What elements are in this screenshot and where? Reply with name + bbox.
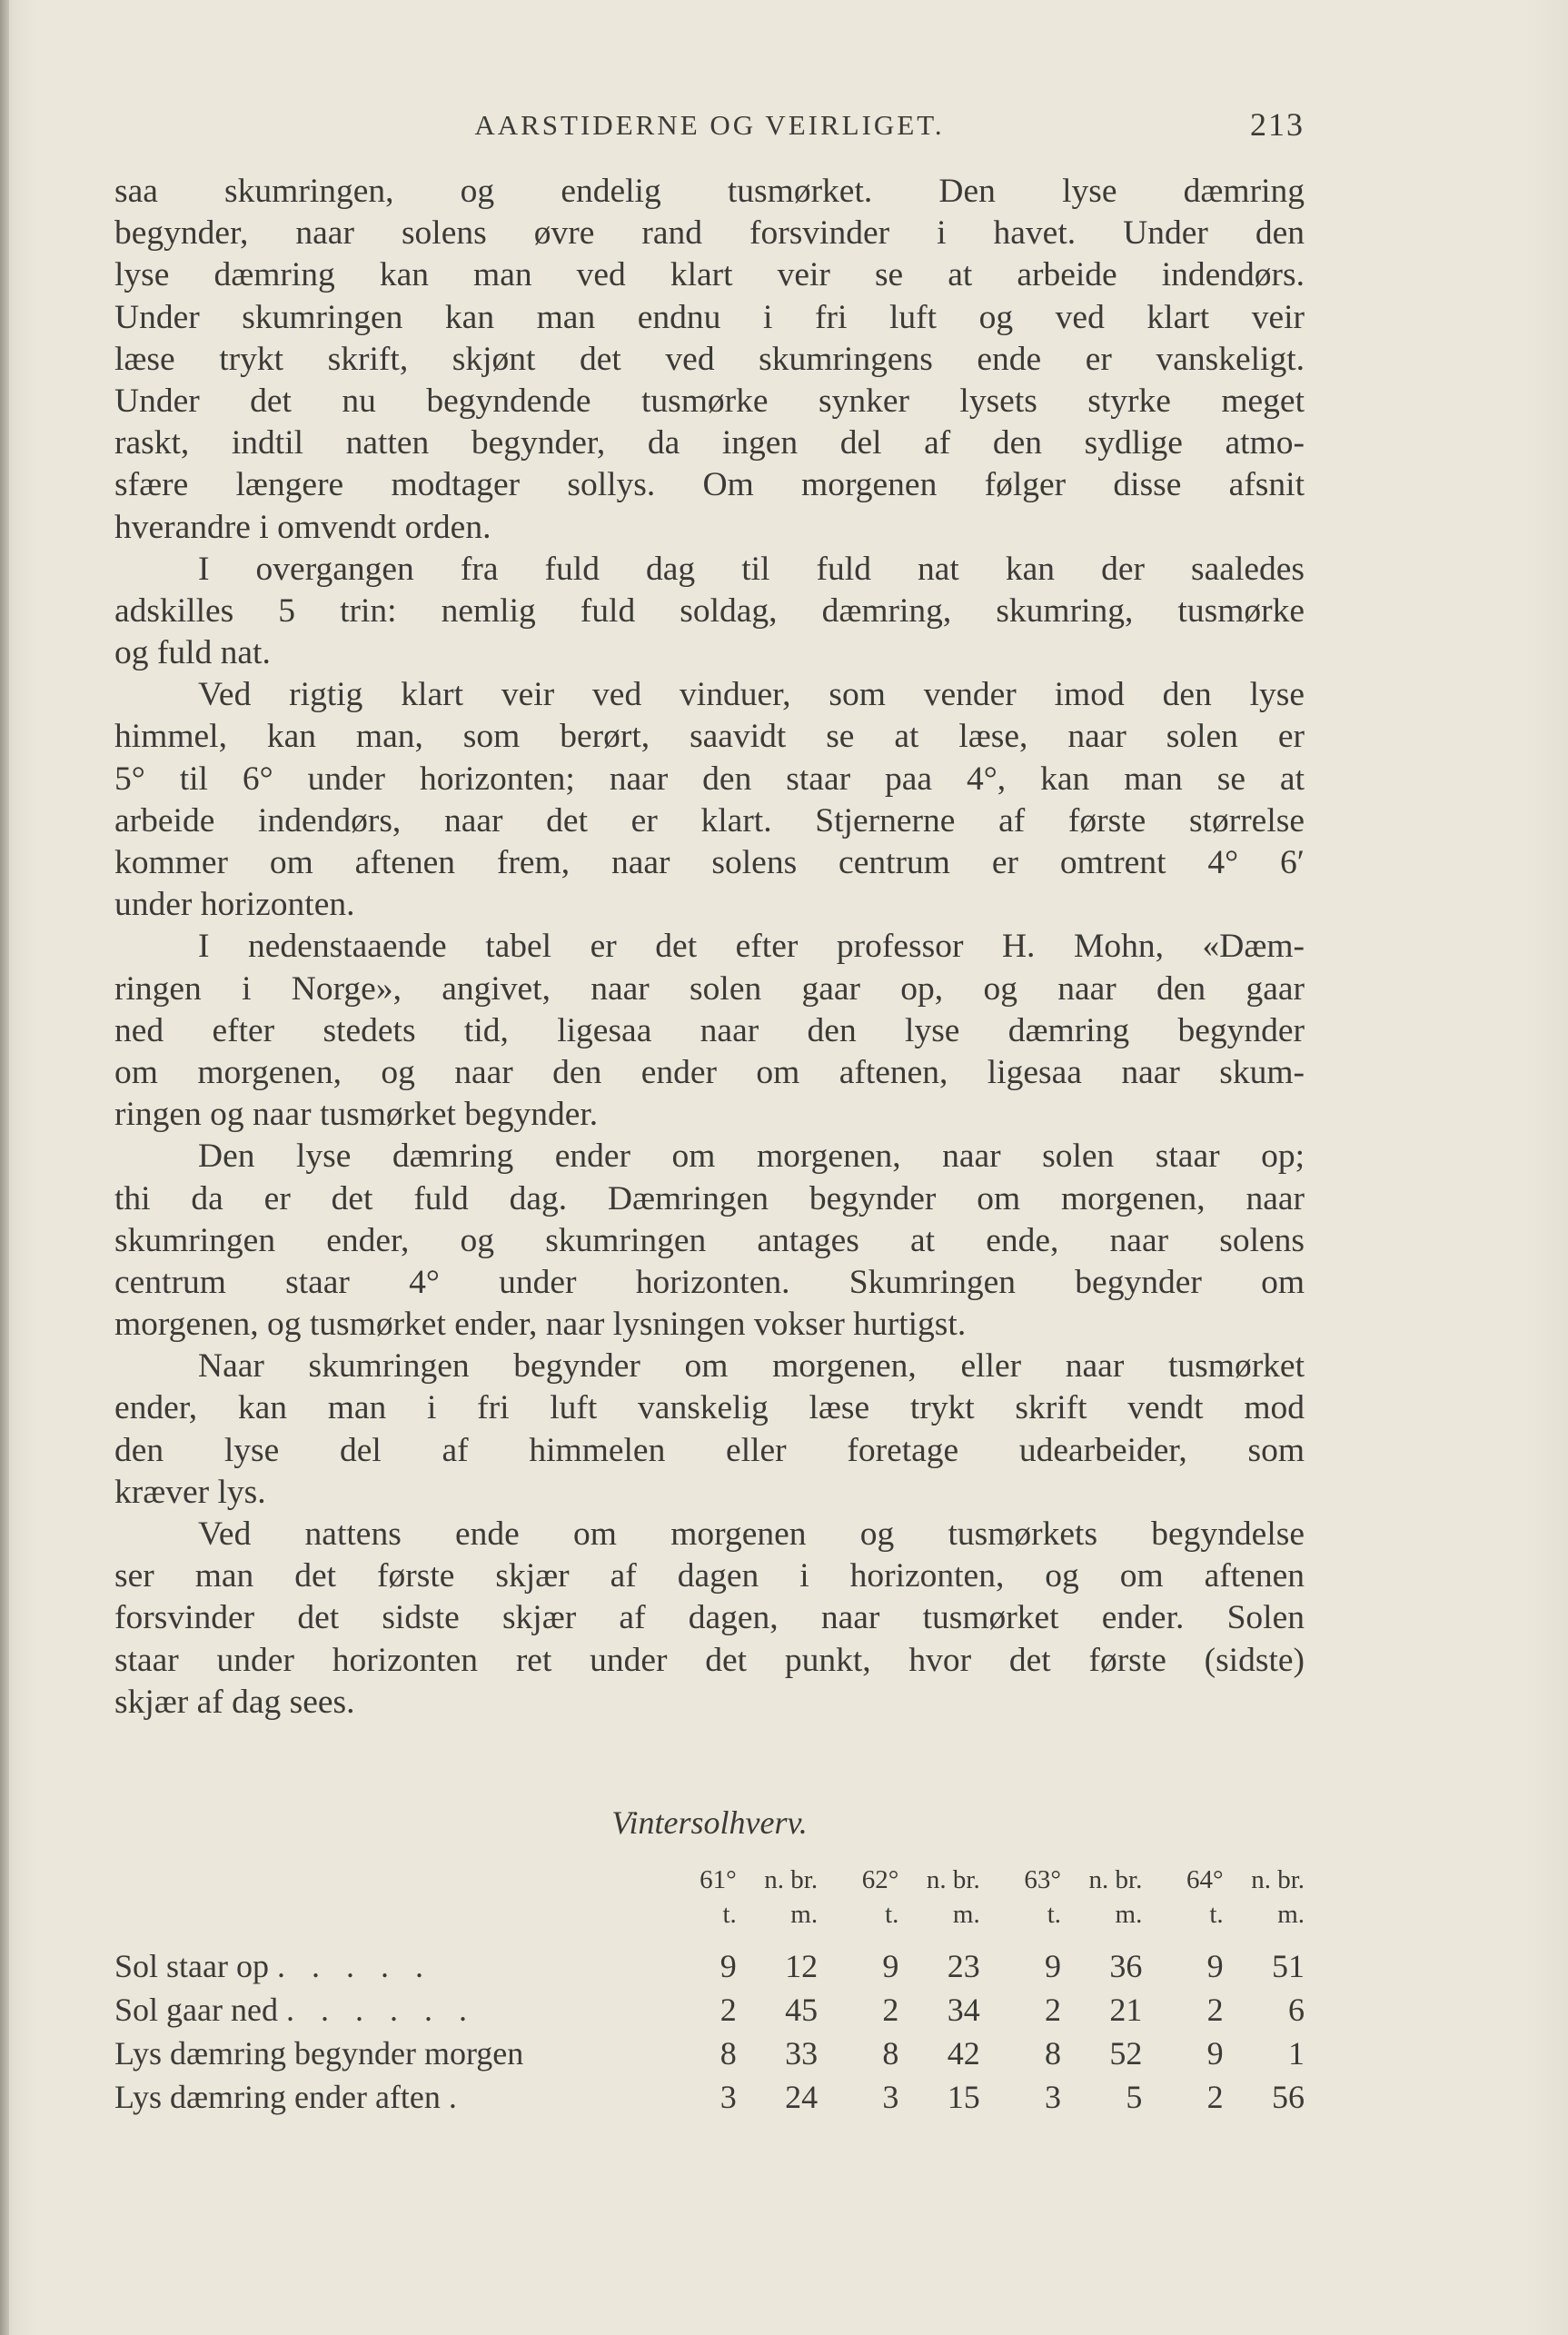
table-cell: 2 [882, 1992, 899, 2028]
row-label: Lys dæmring begynder morgen [114, 2035, 524, 2072]
table-cell: 2 [1206, 1992, 1224, 2028]
text-line: morgenen, og tusmørket ender, naar lysningen vokser hurtigst. [114, 1306, 967, 1344]
book-spine-shadow [0, 0, 9, 2335]
table-cell: 56 [1272, 2079, 1305, 2115]
text-line: ender, kan man i fri luft vanskelig læse trykt skrift vendt mod [114, 1389, 1305, 1427]
table-title: Vintersolhverv. [611, 1804, 808, 1841]
text-line: under horizonten. [114, 886, 355, 924]
header-cell: n. br. [1088, 1864, 1143, 1894]
text-line: hverandre i omvendt orden. [114, 508, 491, 546]
header-cell: 61° [700, 1864, 737, 1894]
table-cell: 21 [1109, 1992, 1143, 2028]
table-cell: 24 [785, 2079, 819, 2115]
table-header-row-units [114, 1897, 1305, 1932]
row-label-cell [114, 1988, 655, 2032]
text-line: thi da er det fuld dag. Dæmringen begynder om morgenen, naar [114, 1179, 1305, 1217]
table-row [114, 2032, 1305, 2075]
table-cell: 9 [1206, 2035, 1224, 2072]
table-cell: 51 [1272, 1948, 1305, 1984]
table-cell: 8 [719, 2035, 737, 2072]
row-label: Lys dæmring ender aften [114, 2079, 441, 2115]
page-number: 213 [1250, 106, 1305, 143]
table-corner-cell [114, 1897, 655, 1932]
page-header [114, 102, 1305, 147]
text-line: ned efter stedets tid, ligesaa naar den lyse dæmring begynder [114, 1011, 1305, 1049]
unit-cell: t. [885, 1899, 899, 1929]
text-line: arbeide indendørs, naar det er klart. Stjernerne af første størrelse [114, 801, 1305, 840]
text-line: skumringen ender, og skumringen antages at ende, naar solens [114, 1221, 1305, 1259]
text-line: adskilles 5 trin: nemlig fuld soldag, dæmring, skumring, tusmørke [114, 591, 1305, 630]
text-line: og fuld nat. [114, 634, 271, 672]
table-cell: 33 [785, 2035, 819, 2072]
paragraph [114, 926, 1305, 1136]
table-cell: 3 [882, 2079, 899, 2115]
leader-dots: . . . . . [276, 1948, 432, 1984]
text-line: 5° til 6° under horizonten; naar den staar paa 4°, kan man se at [114, 760, 1305, 798]
table-cell: 9 [1045, 1948, 1062, 1984]
text-line: Ved nattens ende om morgenen og tusmørkets begyndelse [198, 1515, 1305, 1553]
unit-cell: m. [1277, 1899, 1305, 1929]
text-line: om morgenen, og naar den ender om aftenen, ligesaa naar skum- [114, 1053, 1305, 1091]
unit-cell: m. [790, 1899, 819, 1929]
table-cell: 15 [947, 2079, 980, 2115]
text-line: ringen i Norge», angivet, naar solen gaar op, og naar den gaar [114, 969, 1305, 1008]
header-cell: 64° [1186, 1864, 1224, 1894]
header-cell: 62° [861, 1864, 899, 1894]
paragraph [114, 1514, 1305, 1724]
table-corner-cell [114, 1863, 655, 1897]
text-line: raskt, indtil natten begynder, da ingen del af den sydlige atmo- [114, 424, 1305, 462]
row-label: Sol gaar ned [114, 1992, 278, 2028]
table-cell: 3 [719, 2079, 737, 2115]
text-line: den lyse del af himmelen eller foretage udearbeider, som [114, 1431, 1305, 1469]
text-line: begynder, naar solens øvre rand forsvinder i havet. Under den [114, 214, 1305, 253]
table-cell: 8 [882, 2035, 899, 2072]
table-cell: 23 [947, 1948, 980, 1984]
table-cell: 52 [1109, 2035, 1143, 2072]
table-cell: 2 [1206, 2079, 1224, 2115]
row-label-cell [114, 1944, 655, 1988]
sunrise-twilight-table [114, 1863, 1305, 2119]
table-cell: 9 [719, 1948, 737, 1984]
row-label-cell [114, 2032, 655, 2075]
table-cell: 42 [947, 2035, 980, 2072]
text-line: I nedenstaaende tabel er det efter professor H. Mohn, «Dæm- [198, 928, 1305, 966]
header-cell: n. br. [764, 1864, 819, 1894]
text-line: centrum staar 4° under horizonten. Skumringen begynder om [114, 1263, 1305, 1301]
unit-cell: t. [722, 1899, 737, 1929]
text-line: læse trykt skrift, skjønt det ved skumringens ende er vanskeligt. [114, 340, 1305, 378]
text-line: Naar skumringen begynder om morgenen, eller naar tusmørket [198, 1347, 1305, 1386]
table-cell: 2 [1045, 1992, 1062, 2028]
paragraph [114, 674, 1305, 926]
text-line: Den lyse dæmring ender om morgenen, naar solen staar op; [198, 1138, 1305, 1176]
text-line: saa skumringen, og endelig tusmørket. Den lyse dæmring [114, 173, 1305, 210]
text-line: I overgangen fra fuld dag til fuld nat kan der saaledes [198, 550, 1305, 588]
table-cell: 36 [1109, 1948, 1143, 1984]
paragraph [114, 549, 1305, 675]
text-line: staar under horizonten ret under det punkt, hvor det første (sidste) [114, 1641, 1305, 1679]
leader-dots: . . . . . . [285, 1992, 476, 2028]
running-head: AARSTIDERNE OG VEIRLIGET. [474, 109, 945, 141]
table-cell: 9 [1206, 1948, 1224, 1984]
paragraph [114, 171, 1305, 549]
table-cell: 5 [1126, 2079, 1143, 2115]
row-label: Sol staar op [114, 1948, 269, 1984]
text-line: Under det nu begyndende tusmørke synker lysets styrke meget [114, 382, 1305, 420]
unit-cell: m. [1115, 1899, 1143, 1929]
paragraph [114, 1346, 1305, 1514]
table-cell: 3 [1045, 2079, 1062, 2115]
text-line: Ved rigtig klart veir ved vinduer, som vender imod den lyse [198, 676, 1305, 714]
header-cell: 63° [1024, 1864, 1062, 1894]
text-line: skjær af dag sees. [114, 1683, 355, 1721]
table-cell: 1 [1288, 2035, 1305, 2072]
text-line: ringen og naar tusmørket begynder. [114, 1096, 599, 1134]
text-line: ser man det første skjær af dagen i horizonten, og om aftenen [114, 1557, 1305, 1595]
table-cell: 45 [785, 1992, 819, 2028]
table-cell: 34 [947, 1992, 980, 2028]
table-cell: 6 [1288, 1992, 1305, 2028]
table-cell: 2 [719, 1992, 737, 2028]
text-line: kommer om aftenen frem, naar solens centrum er omtrent 4° 6′ [114, 844, 1305, 881]
table-header-row-latitude [114, 1863, 1305, 1897]
text-line: kræver lys. [114, 1473, 266, 1511]
table-row [114, 1944, 1305, 1988]
table-cell: 8 [1045, 2035, 1062, 2072]
table-cell: 12 [785, 1948, 819, 1984]
row-label-cell [114, 2075, 655, 2119]
leader-dots: . [448, 2079, 466, 2115]
text-line: lyse dæmring kan man ved klart veir se at arbeide indendørs. [114, 256, 1305, 294]
table-row [114, 1988, 1305, 2032]
header-cell: n. br. [1251, 1864, 1305, 1894]
paragraph [114, 1136, 1305, 1346]
unit-cell: m. [952, 1899, 980, 1929]
text-line: Under skumringen kan man endnu i fri luft og ved klart veir [114, 298, 1305, 336]
text-line: himmel, kan man, som berørt, saavidt se at læse, naar solen er [114, 718, 1305, 756]
header-cell: n. br. [926, 1864, 980, 1894]
text-line: forsvinder det sidste skjær af dagen, naar tusmørket ender. Solen [114, 1599, 1305, 1637]
unit-cell: t. [1209, 1899, 1224, 1929]
body-text [114, 171, 1305, 1724]
text-line: sfære længere modtager sollys. Om morgenen følger disse afsnit [114, 466, 1305, 504]
unit-cell: t. [1047, 1899, 1062, 1929]
table-row [114, 2075, 1305, 2119]
table-cell: 9 [882, 1948, 899, 1984]
